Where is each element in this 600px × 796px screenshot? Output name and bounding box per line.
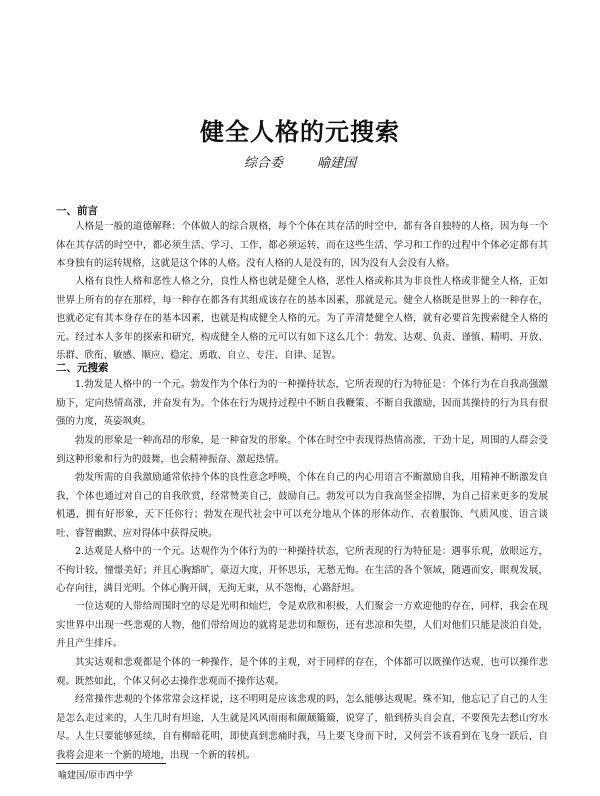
article-title: 健全人格的元搜索: [200, 118, 400, 146]
paragraph: 其实达观和悲观都是个体的一种操作，是个体的主观，对于同样的存在，个体都可以既操作达观，也可以操作悲观。既然如此，个体又何必去操作悲观而不操作达观。: [56, 657, 548, 687]
paragraph: 1.勃发是人格中的一个元。勃发作为个体行为的一种操持状态，它所表现的行为特征是：个体行为在自我高强激励下，定向热情高涨，并奋发有为。个体在行为规持过程中不断自我鞭策、不断自我激励，因而其操持的行为具有很强的力度，英姿飒爽。: [56, 379, 548, 427]
paragraph: 一位达观的人带给周围时空的尽是光明和灿烂，令是欢欣和积极，人们聚会一方欢迎他的存在，同样，我会在现实世界中出现一些悲观的人物，他们带给周边的就将是悲切和颓伤，还有悲凉和失望，人们对他们只能是淡泊自处，并且产生排斥。: [56, 601, 548, 649]
section-heading-search: 二、元搜索: [56, 362, 109, 374]
author-2: 喻建国: [317, 156, 357, 171]
paragraph: 勃发的形象是一种高昂的形象，是一种奋发的形象。个体在时空中表现得热情高涨，干劲十足，周围的人群会受到这种形象和行为的鼓舞，也会精神振奋、激起热情。: [56, 435, 548, 465]
author-line: [0, 152, 600, 171]
paragraph: 经常操作悲观的个体常常会这样说，这不明明是应该悲观的吗，怎么能够达观呢。殊不知，他忘记了自己的人生是怎么走过来的，人生几时有坦途，人生就是风风雨雨和颠颠簸簸，说穿了，船到桥头自会直，不要预先去愁山穷水尽。人生只要能够延续，自有柳暗花明，即使真到悲痛时我，马上要飞身而下时，又何尝不该看到在飞身一跃后，自我将会迎来一个新的境地，出现一个新的转机。: [56, 694, 548, 761]
paragraph: 人格是一般的道德解释：个体做人的综合规格，每个个体在其存活的时空中，都有各自独特的人格，因为每一个体在其存活的时空中，都必须生活、学习、工作，都必须运转，而在这些生活、学习和工作的过程中个体必定都有其本身独有的运转规格，这就是这个体的人格。没有人格的人是没有的，因为没有人会没有人格。: [56, 221, 548, 269]
paragraph: 人格有良性人格和恶性人格之分，良性人格也就是健全人格，恶性人格或称其为非良性人格或非健全人格，正如世界上所有的存在那样，每一种存在都各有其组成该存在的基本因素，那就是元。健全人格既是世界上的一种存在，也就必定有其本身存在的基本因素，也就是构成健全人格的元。为了弄清楚健全人格，就有必要首先搜索健全人格的元。经过本人多年的探索和研究，构成健全人格的元可以有如下这么几个：勃发、达观、负责、谨慎、精明、开放、乐群、欣衔、敏感、顺应、稳定、勇敢、自立、专注、自律、足智。: [56, 276, 548, 361]
section-heading-preface: 一、前言: [56, 205, 98, 217]
paragraph: 2.达观是人格中的一个元。达观作为个体行为的一种操持状态，它所表现的行为特征是：遇事乐观，放眼远方，不拘计较，憧憬美好；并且心胸豁旷，豪迈大度，开怀思乐，无愁无悔。在生活的各个领域，随遇而安，眼观发展，心存向往，满目光明。个体心胸开阔，无拘无束，从不怨悔，心路舒坦。: [56, 546, 548, 594]
author-footnote: 喻建国/原市西中学: [58, 771, 134, 781]
paragraph: 勃发所需的自我激励通常依持个体的良性意念呼唤，个体在自己的内心用语言不断激励自我，用精神不断激发自我，个体也通过对自己的自我欣赏，经常赞美自己，鼓励自己。勃发可以为自我高竖金招牌，为自己招来更多的发展机遇，拥有好形象，天下任你行；勃发在现代社会中可以充分地从个体的形体动作、衣着服饰、气质风度、语言谈吐、睿智幽默、应对得体中获得反映。: [56, 472, 548, 539]
author-1: 综合委: [243, 156, 283, 171]
footnote-divider: [56, 763, 166, 764]
